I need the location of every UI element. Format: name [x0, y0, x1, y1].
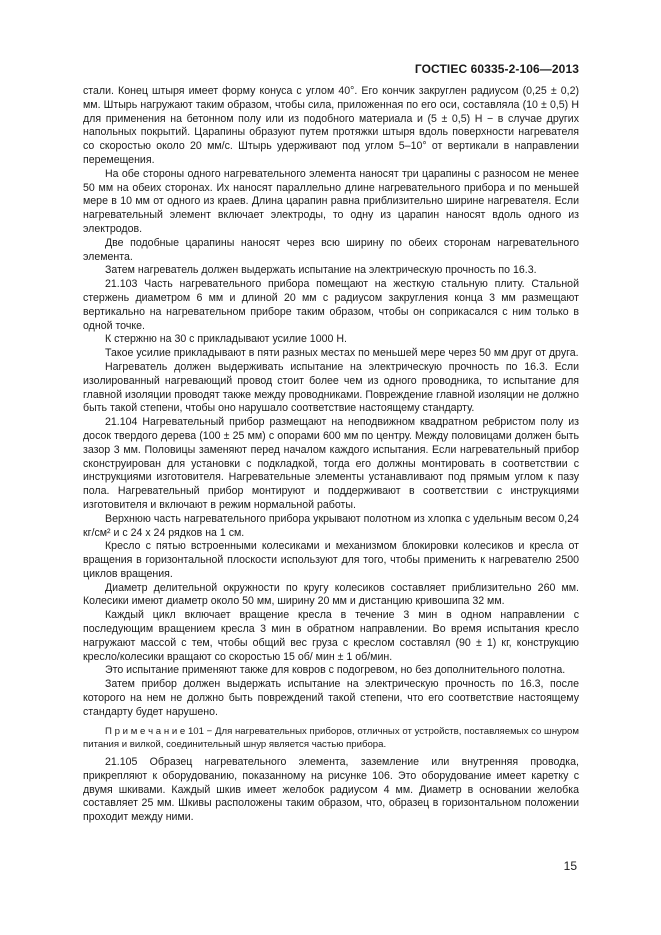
page-number: 15: [563, 859, 577, 873]
note-101: П р и м е ч а н и е 101 − Для нагревательных приборов, отличных от устройств, поставляемых со шнуром питания и вилкой, соединительный шнур является частью прибора.: [83, 725, 579, 750]
paragraph-13: Каждый цикл включает вращение кресла в течение 3 мин в одном направлении с последующим вращением кресла 3 мин в обратном направлении. Во время испытания кресло нагружают массой с тем, чтобы общий вес груза с креслом составлял (90 ± 1) кг, конструкцию кресло/колесики вращают со скоростью 15 об/ мин ± 1 об/мин.: [83, 609, 579, 663]
paragraph-1: стали. Конец штыря имеет форму конуса с углом 40°. Его кончик закруглен радиусом (0,25 ± 0,2) мм. Штырь нагружают таким образом, чтобы сила, приложенная по его оси, составляла (10 ± 0,5) Н для применения на бетонном полу или из подобного материала и (5 ± 0,5) Н − в случае других напольных покрытий. Царапины образуют путем протяжки штыря вдоль поверхности нагревателя со скоростью около 20 мм/с. Штырь удерживают под углом 5–10° от вертикали в направлении перемещения.: [83, 85, 579, 166]
paragraph-8: Нагреватель должен выдерживать испытание на электрическую прочность по 16.3. Если изолированный нагревающий провод стоит более чем из одного проводника, то испытание для главной изоляции проводят также между проводниками. Повреждение главной изоляции не должно быть такой степени, чтобы оно нарушало соответствие настоящему стандарту.: [83, 360, 579, 415]
paragraph-7: Такое усилие прикладывают в пяти разных местах по меньшей мере через 50 мм друг от друга.: [105, 347, 579, 360]
paragraph-14: Это испытание применяют также для ковров с подогревом, но без дополнительного полотна.: [105, 664, 566, 677]
paragraph-12: Диаметр делительной окружности по кругу колесиков составляет приблизительно 260 мм. Колесики имеют диаметр около 50 мм, ширину 20 мм и дистанцию кривошипа 32 мм.: [83, 581, 579, 608]
section-21-105: 21.105 Образец нагревательного элемента, заземление или внутренняя проводка, прикрепляют к оборудованию, показанному на рисунке 106. Это оборудование имеет каретку с двумя шкивами. Каждый шкив имеет желобок радиусом 4 мм. Диаметр в основании желобка составляет 25 мм. Шкивы расположены таким образом, что, образец в горизонтальном положении проходит между ними.: [83, 756, 579, 824]
section-21-104: 21.104 Нагревательный прибор размещают на неподвижном квадратном ребристом полу из досок твердого дерева (100 ± 25 мм) с опорами 600 мм по центру. Между половицами должен быть зазор 3 мм. Половицы заменяют перед началом каждого испытания. Если нагревательный прибор сконструирован для установки с подкладкой, тогда его должны монтировать в соответствии с инструкциями изготовителя. Нагревательные элементы устанавливают под прямым углом к пазу пола. Нагревательный прибор монтируют и поддерживают в соответствии с инструкциями изготовителя и включают в режим нормальной работы.: [83, 416, 579, 511]
body-text: [83, 85, 579, 825]
paragraph-3: Две подобные царапины наносят через всю ширину по обеих сторонам нагревательного элемента.: [83, 236, 579, 263]
document-header: ГОСТIEC 60335-2-106—2013: [414, 62, 579, 76]
paragraph-10: Верхнюю часть нагревательного прибора укрывают полотном из хлопка с удельным весом 0,24 кг/см² и с 24 х 24 рядков на 1 см.: [83, 512, 579, 539]
paragraph-15: Затем прибор должен выдержать испытание на электрическую прочность по 16.3, после которого на нем не должно быть повреждений такой степени, что его соответствие настоящему стандарту будет нарушено.: [83, 678, 579, 718]
paragraph-4: Затем нагреватель должен выдержать испытание на электрическую прочность по 16.3.: [105, 264, 537, 277]
paragraph-6: К стержню на 30 с прикладывают усилие 1000 Н.: [105, 333, 347, 346]
paragraph-2: На обе стороны одного нагревательного элемента наносят три царапины с разносом не менее 50 мм на обеих сторонах. Их наносят параллельно длине нагревательного прибора и по меньшей мере в 10 мм от одного из краев. Длина царапин равна приблизительно ширине нагревателя. Если нагревательный элемент включает электроды, то одну из царапин наносят вдоль одного из электродов.: [83, 167, 579, 235]
paragraph-11: Кресло с пятью встроенными колесиками и механизмом блокировки колесиков и кресла от вращения в горизонтальной плоскости используют для того, чтобы применить к нагревателю 2500 циклов вращения.: [83, 540, 579, 580]
section-21-103: 21.103 Часть нагревательного прибора помещают на жесткую стальную плиту. Стальной стержень диаметром 6 мм и длиной 20 мм с радиусом закругления конца 3 мм размещают вертикально на нагревательном приборе таким образом, чтобы он соприкасался с ним только в одной точке.: [83, 278, 579, 332]
